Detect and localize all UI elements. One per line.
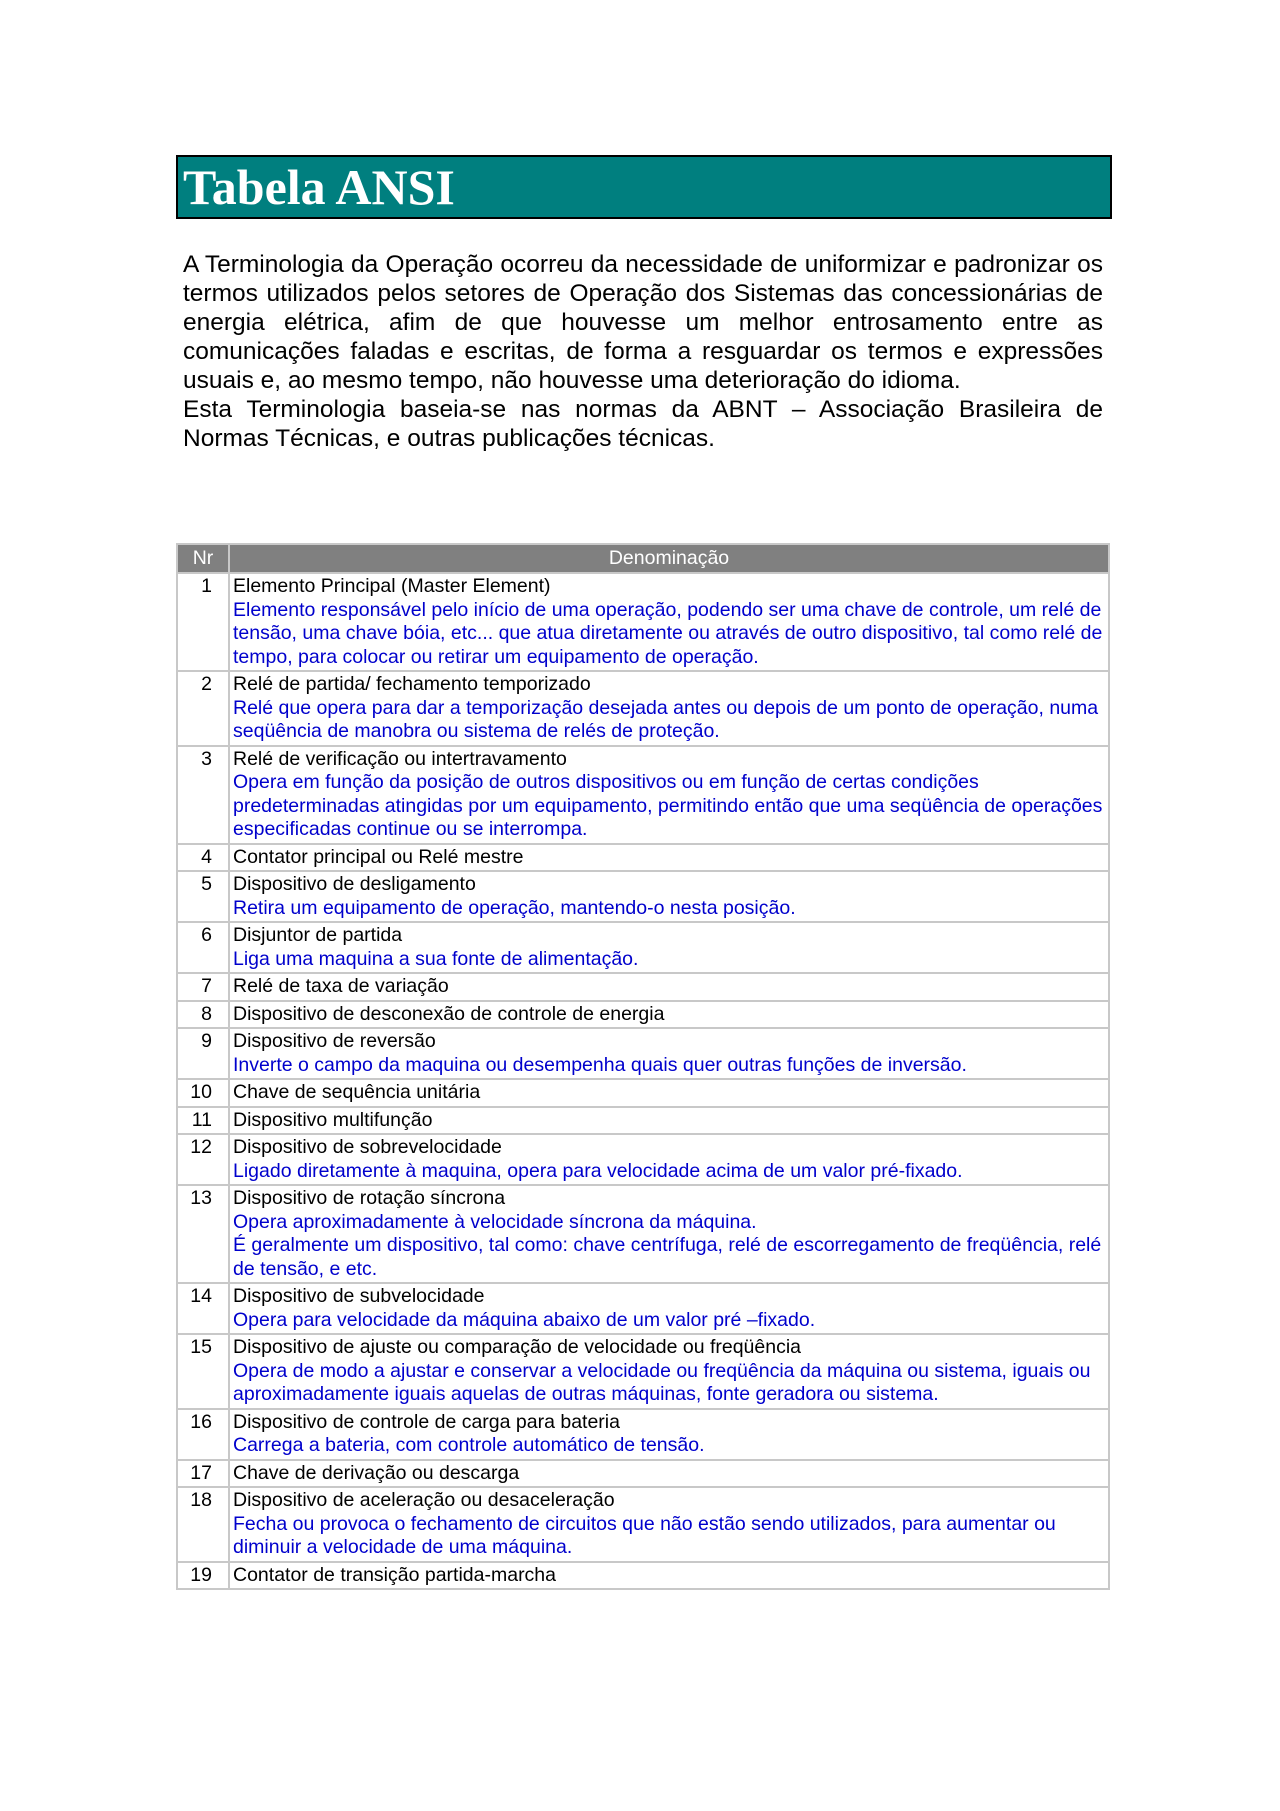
row-description: Fecha ou provoca o fechamento de circuitos que não estão sendo utilizados, para aumentar ou diminuir a velocidade de uma máquina.	[233, 1512, 1056, 1558]
row-description: Liga uma maquina a sua fonte de alimentação.	[233, 947, 639, 970]
row-description: Ligado diretamente à maquina, opera para velocidade acima de um valor pré-fixado.	[233, 1159, 963, 1182]
row-number: 11	[177, 1107, 229, 1135]
row-number: 5	[177, 871, 229, 922]
table-body	[177, 573, 1109, 1589]
row-number: 7	[177, 973, 229, 1001]
table-row	[177, 1134, 1109, 1185]
row-denominacao	[229, 671, 1109, 746]
row-denominacao	[229, 1562, 1109, 1590]
row-denominacao	[229, 973, 1109, 1001]
row-denominacao	[229, 1107, 1109, 1135]
row-denominacao	[229, 746, 1109, 844]
row-number: 12	[177, 1134, 229, 1185]
row-term: Dispositivo de desligamento	[233, 873, 476, 895]
row-number: 15	[177, 1334, 229, 1409]
intro-text	[183, 250, 1103, 453]
row-denominacao	[229, 1334, 1109, 1409]
row-term: Dispositivo de sobrevelocidade	[233, 1136, 502, 1158]
row-term: Dispositivo de ajuste ou comparação de velocidade ou freqüência	[233, 1336, 802, 1358]
table-row	[177, 1334, 1109, 1409]
table-row	[177, 1562, 1109, 1590]
row-term: Chave de sequência unitária	[233, 1081, 481, 1103]
row-term: Relé de partida/ fechamento temporizado	[233, 673, 591, 695]
row-denominacao	[229, 1185, 1109, 1283]
row-description: Opera de modo a ajustar e conservar a velocidade ou freqüência da máquina ou sistema, iguais ou aproximadamente iguais aquelas de outras máquinas, fonte geradora ou sistema.	[233, 1359, 1091, 1405]
row-denominacao	[229, 1134, 1109, 1185]
row-denominacao	[229, 922, 1109, 973]
row-term: Contator principal ou Relé mestre	[233, 845, 524, 868]
header-denominacao: Denominação	[229, 544, 1109, 573]
row-term: Dispositivo de aceleração ou desaceleração	[233, 1489, 615, 1511]
row-number: 1	[177, 573, 229, 671]
table-row	[177, 1283, 1109, 1334]
row-term: Dispositivo de controle de carga para bateria	[233, 1410, 620, 1433]
row-denominacao	[229, 871, 1109, 922]
table-row	[177, 1460, 1109, 1488]
row-term: Relé de verificação ou intertravamento	[233, 747, 567, 770]
row-description: Opera em função da posição de outros dispositivos ou em função de certas condições predeterminadas atingidas por um equipamento, permitindo então que uma seqüência de operações especificadas continue ou se interrompa.	[233, 771, 1103, 840]
title-banner	[176, 155, 1112, 219]
row-term: Relé de taxa de variação	[233, 975, 449, 997]
row-denominacao	[229, 844, 1109, 872]
row-term: Elemento Principal (Master Element)	[233, 575, 551, 597]
row-number: 19	[177, 1562, 229, 1590]
table-row	[177, 1001, 1109, 1029]
row-denominacao	[229, 1460, 1109, 1488]
row-denominacao	[229, 1028, 1109, 1079]
row-term: Contator de transição partida-marcha	[233, 1563, 556, 1586]
table-row	[177, 922, 1109, 973]
row-term: Dispositivo de reversão	[233, 1030, 436, 1052]
row-number: 17	[177, 1460, 229, 1488]
row-description: Inverte o campo da maquina ou desempenha quais quer outras funções de inversão.	[233, 1053, 967, 1076]
row-denominacao	[229, 1487, 1109, 1562]
row-number: 9	[177, 1028, 229, 1079]
row-number: 6	[177, 922, 229, 973]
row-number: 14	[177, 1283, 229, 1334]
ansi-table	[176, 543, 1110, 1590]
table-row	[177, 1107, 1109, 1135]
table-row	[177, 1079, 1109, 1107]
table-row	[177, 1185, 1109, 1283]
row-description: Opera para velocidade da máquina abaixo de um valor pré –fixado.	[233, 1308, 816, 1331]
table-header-row	[177, 544, 1109, 573]
intro-paragraph-1: A Terminologia da Operação ocorreu da necessidade de uniformizar e padronizar os termos utilizados pelos setores de Operação dos Sistemas das concessionárias de energia elétrica, afim de que houvesse um melhor entrosamento entre as comunicações faladas e escritas, de forma a resguardar os termos e expressões usuais e, ao mesmo tempo, não houvesse uma deterioração do idioma.	[183, 251, 1103, 394]
row-denominacao	[229, 1283, 1109, 1334]
row-denominacao	[229, 573, 1109, 671]
table-row	[177, 573, 1109, 671]
row-description: Carrega a bateria, com controle automático de tensão.	[233, 1434, 705, 1456]
table-row	[177, 1487, 1109, 1562]
row-number: 10	[177, 1079, 229, 1107]
table-row	[177, 844, 1109, 872]
row-number: 8	[177, 1001, 229, 1029]
row-denominacao	[229, 1409, 1109, 1460]
table-row	[177, 973, 1109, 1001]
row-description: Opera aproximadamente à velocidade síncrona da máquina. É geralmente um dispositivo, tal como: chave centrífuga, relé de escorregamento de freqüência, relé de tensão, e etc.	[233, 1210, 1102, 1280]
row-number: 13	[177, 1185, 229, 1283]
row-term: Dispositivo de rotação síncrona	[233, 1187, 506, 1209]
row-description: Elemento responsável pelo início de uma operação, podendo ser uma chave de controle, um relé de tensão, uma chave bóia, etc... que atua diretamente ou através de outro dispositivo, tal como relé de tempo, para colocar ou retirar um equipamento de operação.	[233, 598, 1103, 668]
row-term: Dispositivo multifunção	[233, 1108, 433, 1131]
table-row	[177, 746, 1109, 844]
row-number: 18	[177, 1487, 229, 1562]
row-number: 3	[177, 746, 229, 844]
header-nr: Nr	[177, 544, 229, 573]
row-term: Disjuntor de partida	[233, 924, 403, 946]
table-row	[177, 1409, 1109, 1460]
row-number: 4	[177, 844, 229, 872]
row-term: Chave de derivação ou descarga	[233, 1461, 520, 1484]
table-row	[177, 871, 1109, 922]
intro-paragraph-2: Esta Terminologia baseia-se nas normas da ABNT – Associação Brasileira de Normas Técnicas, e outras publicações técnicas.	[183, 396, 1103, 452]
row-description: Relé que opera para dar a temporização desejada antes ou depois de um ponto de operação, numa seqüência de manobra ou sistema de relés de proteção.	[233, 696, 1099, 742]
table-row	[177, 671, 1109, 746]
row-denominacao	[229, 1001, 1109, 1029]
row-term: Dispositivo de subvelocidade	[233, 1285, 485, 1307]
row-number: 16	[177, 1409, 229, 1460]
row-term: Dispositivo de desconexão de controle de energia	[233, 1002, 665, 1025]
table-row	[177, 1028, 1109, 1079]
row-denominacao	[229, 1079, 1109, 1107]
row-number: 2	[177, 671, 229, 746]
page-title: Tabela ANSI	[183, 159, 455, 215]
row-description: Retira um equipamento de operação, mantendo-o nesta posição.	[233, 896, 796, 919]
